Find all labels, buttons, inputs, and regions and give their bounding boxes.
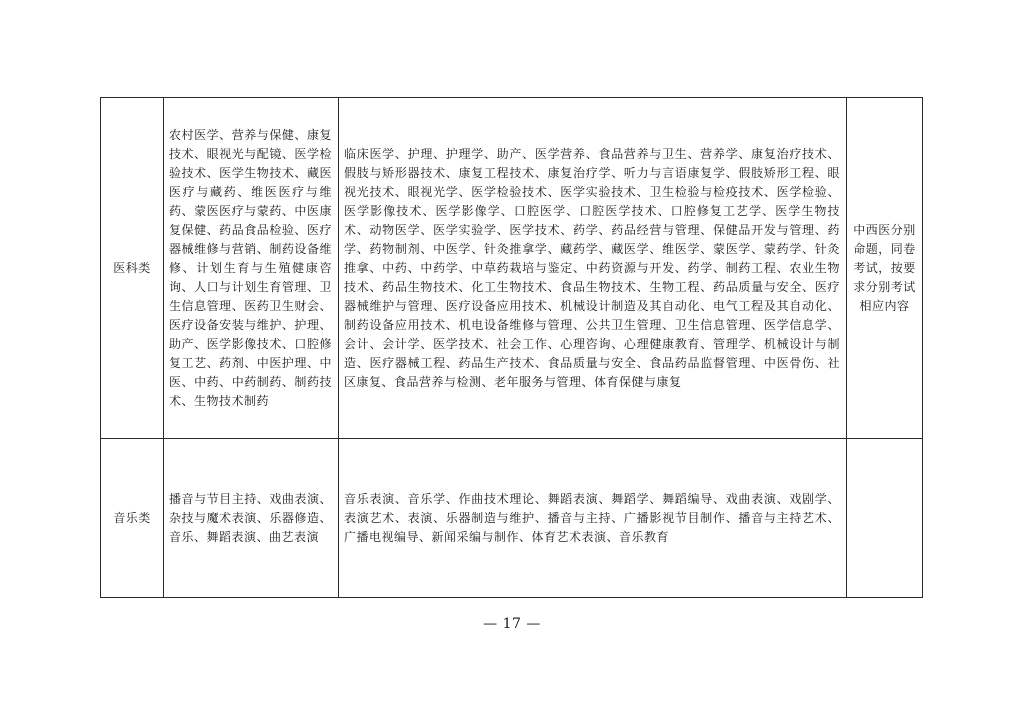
secondary-majors-cell: 播音与节目主持、戏曲表演、杂技与魔术表演、乐器修造、音乐、舞蹈表演、曲艺表演 [164, 439, 339, 598]
category-cell: 医科类 [101, 98, 164, 439]
note-cell [847, 439, 923, 598]
secondary-majors-cell: 农村医学、营养与保健、康复技术、眼视光与配镜、医学检验技术、医学生物技术、藏医医疗与藏药、维医医疗与维药、蒙医医疗与蒙药、中医康复保健、药品食品检验、医疗器械维修与营销、制药设备维修、计划生育与生殖健康咨询、人口与计划生育管理、卫生信息管理、医药卫生财会、医疗设备安装与维护、护理、助产、医学影像技术、口腔修复工艺、药剂、中医护理、中医、中药、中药制药、制药技术、生物技术制药 [164, 98, 339, 439]
higher-majors-cell: 临床医学、护理、护理学、助产、医学营养、食品营养与卫生、营养学、康复治疗技术、假肢与矫形器技术、康复工程技术、康复治疗学、听力与言语康复学、假肢矫形工程、眼视光技术、眼视光学、医学检验技术、医学实验技术、卫生检验与检疫技术、医学检验、医学影像技术、医学影像学、口腔医学、口腔医学技术、口腔修复工艺学、医学生物技术、动物医学、医学实验学、医学技术、药学、药品经营与管理、保健品开发与管理、药学、药物制剂、中医学、针灸推拿学、藏药学、藏医学、维医学、蒙医学、蒙药学、针灸推拿、中药、中药学、中草药栽培与鉴定、中药资源与开发、药学、制药工程、农业生物技术、药品生物技术、化工生物技术、食品生物技术、生物工程、药品质量与安全、医疗器械维护与管理、医疗设备应用技术、机械设计制造及其自动化、电气工程及其自动化、制药设备应用技术、机电设备维修与管理、公共卫生管理、卫生信息管理、医学信息学、会计、会计学、医学技术、社会工作、心理咨询、心理健康教育、管理学、机械设计与制造、医疗器械工程、药品生产技术、食品质量与安全、食品药品监督管理、中医骨伤、社区康复、食品营养与检测、老年服务与管理、体育保健与康复 [339, 98, 847, 439]
category-cell: 音乐类 [101, 439, 164, 598]
page-number: — 17 — [483, 616, 541, 632]
higher-majors-cell: 音乐表演、音乐学、作曲技术理论、舞蹈表演、舞蹈学、舞蹈编导、戏曲表演、戏剧学、表演艺术、表演、乐器制造与维护、播音与主持、广播影视节目制作、播音与主持艺术、广播电视编导、新闻采编与制作、体育艺术表演、音乐教育 [339, 439, 847, 598]
table-row-music [101, 439, 923, 598]
majors-table [100, 97, 923, 598]
note-cell: 中西医分别命题，同卷考试，按要求分别考试相应内容 [847, 98, 923, 439]
table-row-medical [101, 98, 923, 439]
